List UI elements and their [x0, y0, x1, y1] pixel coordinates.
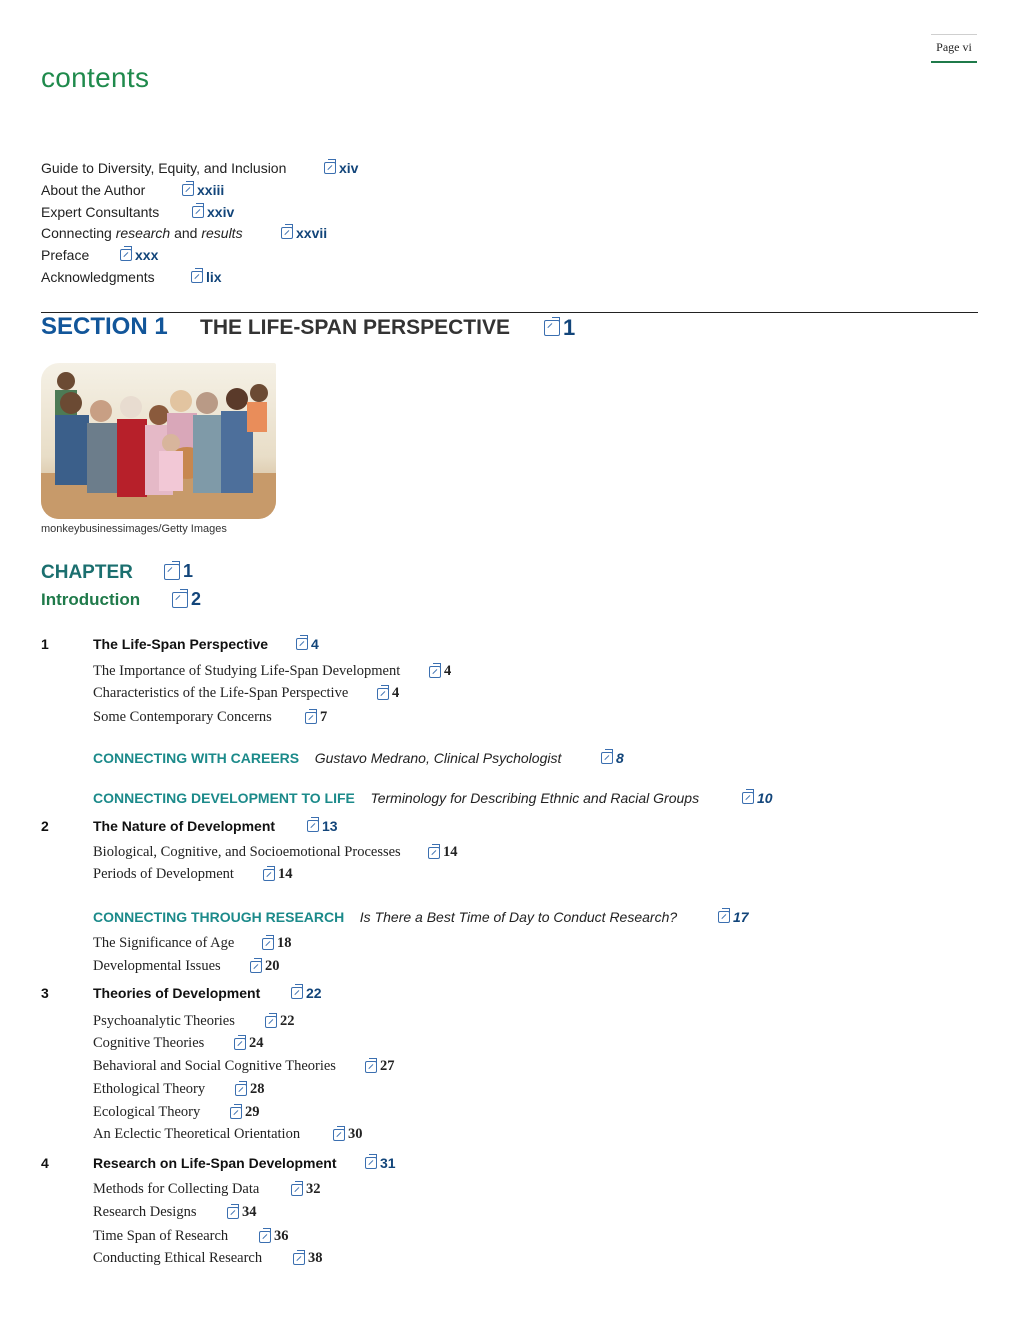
toc-entry-label: Preface	[41, 247, 90, 263]
module-title: The Life-Span Perspective	[93, 636, 269, 652]
subsection-entry[interactable]	[93, 935, 234, 952]
toc-entry-label: Expert Consultants	[41, 204, 160, 220]
subsection-label: Ethological Theory	[93, 1081, 206, 1097]
module-title: Theories of Development	[93, 985, 261, 1001]
subsection-entry[interactable]	[93, 1126, 300, 1143]
external-link-icon	[281, 227, 293, 239]
external-link-icon	[182, 184, 194, 196]
toc-entry[interactable]	[41, 223, 328, 243]
page-link[interactable]	[428, 844, 458, 861]
external-link-icon	[428, 847, 440, 859]
subsection-entry[interactable]	[93, 709, 272, 726]
subsection-entry[interactable]	[93, 1228, 228, 1245]
page-number-link[interactable]: 36	[274, 1228, 289, 1244]
feature-title: Is There a Best Time of Day to Conduct Research?	[359, 909, 678, 925]
subsection-entry[interactable]	[93, 866, 234, 883]
external-link-icon	[192, 206, 204, 218]
page-link[interactable]	[601, 750, 624, 766]
module-title: Research on Life-Span Development	[93, 1155, 337, 1171]
external-link-icon	[263, 869, 275, 881]
section-title: THE LIFE-SPAN PERSPECTIVE	[200, 316, 510, 339]
section-divider	[41, 312, 978, 313]
section-photo	[41, 363, 276, 519]
chapter-page-link[interactable]	[164, 561, 193, 582]
subsection-entry[interactable]	[93, 1081, 205, 1098]
external-link-icon	[601, 752, 613, 764]
chapter-intro-page-link[interactable]	[172, 589, 201, 610]
subsection-entry[interactable]	[93, 1250, 262, 1267]
feature-title: Terminology for Describing Ethnic and Racial Groups	[370, 790, 700, 806]
page-link[interactable]	[333, 1126, 363, 1143]
page-link[interactable]	[365, 1058, 395, 1075]
subsection-label: Research Designs	[93, 1204, 197, 1220]
toc-entry[interactable]	[41, 245, 159, 265]
external-link-icon	[324, 162, 336, 174]
page-number-link[interactable]: xxx	[135, 247, 159, 263]
subsection-entry[interactable]	[93, 685, 348, 702]
external-link-icon	[265, 1016, 277, 1028]
page-link[interactable]	[227, 1204, 257, 1221]
external-link-icon	[377, 688, 389, 700]
page-number-link[interactable]: 32	[306, 1181, 321, 1197]
toc-entry-label: About the Author	[41, 182, 146, 198]
page-number-link[interactable]: 14	[443, 844, 458, 860]
page-number-link[interactable]: 34	[242, 1204, 257, 1220]
subsection-entry[interactable]	[93, 1204, 196, 1221]
external-link-icon	[365, 1157, 377, 1169]
subsection-label: Psychoanalytic Theories	[93, 1013, 235, 1029]
external-link-icon	[718, 911, 730, 923]
subsection-entry[interactable]	[93, 1058, 336, 1075]
chapter-title: Introduction	[41, 590, 141, 609]
subsection-label: Behavioral and Social Cognitive Theories	[93, 1058, 336, 1074]
page-title: contents	[41, 62, 150, 93]
external-link-icon	[296, 638, 308, 650]
section-number: SECTION 1	[41, 313, 168, 340]
feature-label: CONNECTING WITH CAREERS	[93, 750, 300, 766]
external-link-icon	[250, 961, 262, 973]
page-link[interactable]	[262, 935, 292, 952]
page-number-link[interactable]: 10	[757, 790, 773, 806]
toc-entry[interactable]	[41, 202, 235, 222]
toc-entry-label: Guide to Diversity, Equity, and Inclusion	[41, 160, 287, 176]
subsection-entry[interactable]	[93, 958, 221, 975]
subsection-label: Conducting Ethical Research	[93, 1250, 263, 1266]
page-link[interactable]	[234, 1035, 264, 1052]
subsection-entry[interactable]	[93, 844, 401, 861]
external-link-icon	[429, 666, 441, 678]
external-link-icon	[235, 1084, 247, 1096]
page-number-link[interactable]: 17	[733, 909, 749, 925]
module-number: 3	[41, 985, 49, 1001]
page-number-link[interactable]: 4	[392, 685, 400, 701]
page-number-link[interactable]: xxvii	[296, 225, 328, 241]
subsection-label: Ecological Theory	[93, 1104, 201, 1120]
module-page-link[interactable]	[307, 818, 338, 834]
page-number-link[interactable]: 7	[320, 709, 328, 725]
page-number-link[interactable]: 30	[348, 1126, 363, 1142]
subsection-label: Biological, Cognitive, and Socioemotional Processes	[93, 844, 401, 860]
external-link-icon	[230, 1107, 242, 1119]
module-number: 4	[41, 1155, 49, 1171]
external-link-icon	[120, 249, 132, 261]
page-number-link[interactable]: 22	[280, 1013, 295, 1029]
module-number: 1	[41, 636, 49, 652]
external-link-icon	[234, 1038, 246, 1050]
external-link-icon	[262, 938, 274, 950]
subsection-label: An Eclectic Theoretical Orientation	[93, 1126, 301, 1142]
family-photo-illustration	[41, 363, 276, 519]
photo-credit: monkeybusinessimages/Getty Images	[41, 523, 227, 535]
feature-careers[interactable]	[93, 750, 561, 766]
page-number-link[interactable]: 14	[278, 866, 293, 882]
subsection-entry[interactable]	[93, 1104, 200, 1121]
subsection-entry[interactable]	[93, 1035, 204, 1052]
page-number-link[interactable]: 4	[444, 663, 452, 679]
subsection-label: Characteristics of the Life-Span Perspective	[93, 685, 349, 701]
subsection-label: Periods of Development	[93, 866, 234, 882]
page-link[interactable]	[305, 709, 327, 726]
feature-title: Gustavo Medrano, Clinical Psychologist	[314, 750, 562, 766]
page-link[interactable]	[293, 1250, 323, 1267]
page-number-link[interactable]: 2	[191, 589, 202, 609]
subsection-entry[interactable]	[93, 1181, 259, 1198]
page-link[interactable]	[742, 790, 773, 806]
subsection-label: The Importance of Studying Life-Span Development	[93, 663, 401, 679]
page-link[interactable]	[718, 909, 749, 925]
external-link-icon	[307, 820, 319, 832]
feature-development-to-life[interactable]	[93, 790, 699, 806]
feature-label: CONNECTING THROUGH RESEARCH	[93, 909, 345, 925]
page-link[interactable]	[235, 1081, 265, 1098]
chapter-label: CHAPTER	[41, 562, 133, 583]
page-number-link[interactable]: 18	[277, 935, 292, 951]
subsection-label: Some Contemporary Concerns	[93, 709, 272, 725]
subsection-label: The Significance of Age	[93, 935, 235, 951]
module-page-link[interactable]	[365, 1155, 396, 1171]
page-link[interactable]	[250, 958, 280, 975]
page-number-link[interactable]: 13	[322, 818, 338, 834]
toc-entry[interactable]	[41, 158, 359, 178]
page-link[interactable]	[120, 245, 158, 265]
external-link-icon	[305, 712, 317, 724]
page-number-link[interactable]: 31	[380, 1155, 396, 1171]
external-link-icon	[259, 1231, 271, 1243]
feature-label: CONNECTING DEVELOPMENT TO LIFE	[93, 790, 355, 806]
subsection-label: Cognitive Theories	[93, 1035, 205, 1051]
module-title: The Nature of Development	[93, 818, 276, 834]
feature-through-research[interactable]	[93, 909, 677, 925]
external-link-icon	[365, 1061, 377, 1073]
module-number: 2	[41, 818, 49, 834]
page-link[interactable]	[429, 663, 451, 680]
subsection-entry[interactable]	[93, 1013, 235, 1030]
toc-entry[interactable]	[41, 267, 222, 287]
page-number-link[interactable]: 4	[311, 636, 319, 652]
module-page-link[interactable]	[296, 636, 319, 652]
external-link-icon	[742, 792, 754, 804]
page-link[interactable]	[281, 223, 327, 243]
page-number-link[interactable]: 1	[563, 315, 576, 340]
toc-entry[interactable]	[41, 180, 225, 200]
page-number-link[interactable]: xxiii	[197, 182, 225, 198]
page-number-link[interactable]: 22	[306, 985, 322, 1001]
page-number-link[interactable]: 8	[616, 750, 624, 766]
section-page-link[interactable]	[544, 315, 575, 341]
external-link-icon	[333, 1129, 345, 1141]
toc-entry-label: Acknowledgments	[41, 269, 155, 285]
page-number-link[interactable]: 29	[245, 1104, 260, 1120]
subsection-label: Methods for Collecting Data	[93, 1181, 260, 1197]
page-number-link[interactable]: 20	[265, 958, 280, 974]
page-number-link[interactable]: xiv	[339, 160, 359, 176]
page-link[interactable]	[230, 1104, 260, 1121]
page-number-link[interactable]: 27	[380, 1058, 395, 1074]
toc-entry-label: Connecting research and results	[41, 225, 243, 241]
external-link-icon	[291, 1184, 303, 1196]
external-link-icon	[191, 271, 203, 283]
page-link[interactable]	[192, 202, 234, 222]
page-link[interactable]	[182, 180, 224, 200]
page-link[interactable]	[324, 158, 358, 178]
page-link[interactable]	[291, 1181, 321, 1198]
external-link-icon	[227, 1207, 239, 1219]
external-link-icon	[164, 564, 180, 580]
page-number-link[interactable]: 38	[308, 1250, 323, 1266]
external-link-icon	[293, 1253, 305, 1265]
subsection-entry[interactable]	[93, 663, 400, 680]
page-number: Page vi	[931, 34, 977, 63]
page-number-link[interactable]: xxiv	[207, 204, 235, 220]
external-link-icon	[544, 320, 560, 336]
page-number-link[interactable]: 28	[250, 1081, 265, 1097]
external-link-icon	[172, 592, 188, 608]
subsection-label: Developmental Issues	[93, 958, 221, 974]
page-link[interactable]	[259, 1228, 289, 1245]
external-link-icon	[291, 987, 303, 999]
page-link[interactable]	[377, 685, 399, 702]
page-link[interactable]	[191, 267, 222, 287]
page-link[interactable]	[263, 866, 293, 883]
subsection-label: Time Span of Research	[93, 1228, 229, 1244]
page-number-link[interactable]: lix	[206, 269, 222, 285]
page-link[interactable]	[265, 1013, 295, 1030]
page-number-link[interactable]: 24	[249, 1035, 264, 1051]
page-number-link[interactable]: 1	[183, 561, 194, 581]
module-page-link[interactable]	[291, 985, 322, 1001]
